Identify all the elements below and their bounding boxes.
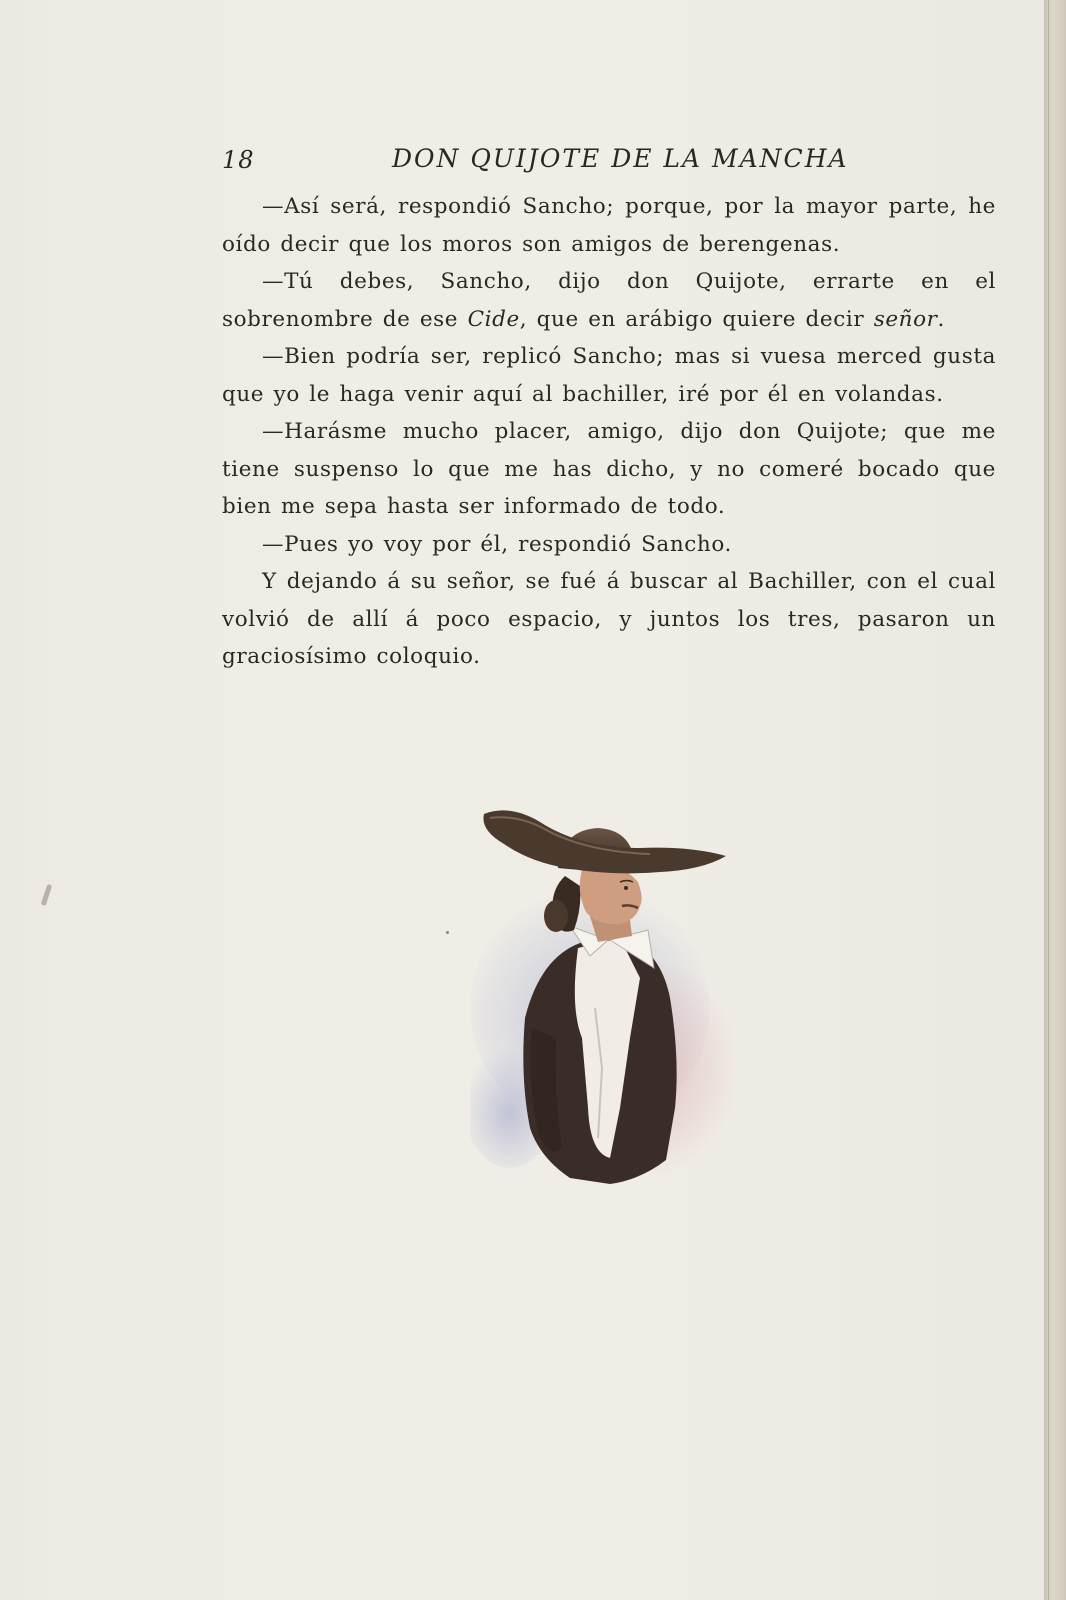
page-edge xyxy=(1044,0,1066,1600)
paragraph: —Pues yo voy por él, respondió Sancho. xyxy=(262,531,732,557)
italic-term-cide: Cide xyxy=(467,306,520,332)
paragraph: —Bien podría ser, replicó Sancho; mas si vuesa merced gusta que yo le haga venir aquí al bachiller, iré por él en volandas. xyxy=(222,344,996,407)
paragraph: Y dejando á su señor, se fué á buscar al Bachiller, con el cual volvió de allí á poco espacio, y juntos los tres, pasaron un graciosísimo coloquio. xyxy=(222,569,996,669)
page-number: 18 xyxy=(222,146,255,174)
text-body xyxy=(222,188,996,676)
page-header xyxy=(222,142,849,182)
italic-term-senor: señor xyxy=(873,306,938,332)
running-title: DON QUIJOTE DE LA MANCHA xyxy=(392,144,849,173)
paper-speck xyxy=(446,931,449,934)
paragraph: —Tú debes, Sancho, dijo don Quijote, errarte en el sobrenombre de ese Cide, que en arábigo quiere decir señor. xyxy=(222,269,996,332)
paragraph: —Harásme mucho placer, amigo, dijo don Quijote; que me tiene suspenso lo que me has dicho, y no comeré bocado que bien me sepa hasta ser informado de todo. xyxy=(222,419,996,519)
portrait-illustration xyxy=(470,808,740,1200)
paragraph: —Así será, respondió Sancho; porque, por la mayor parte, he oído decir que los moros son amigos de berengenas. xyxy=(222,194,996,257)
eye xyxy=(624,886,628,890)
paper-stain xyxy=(41,884,53,906)
